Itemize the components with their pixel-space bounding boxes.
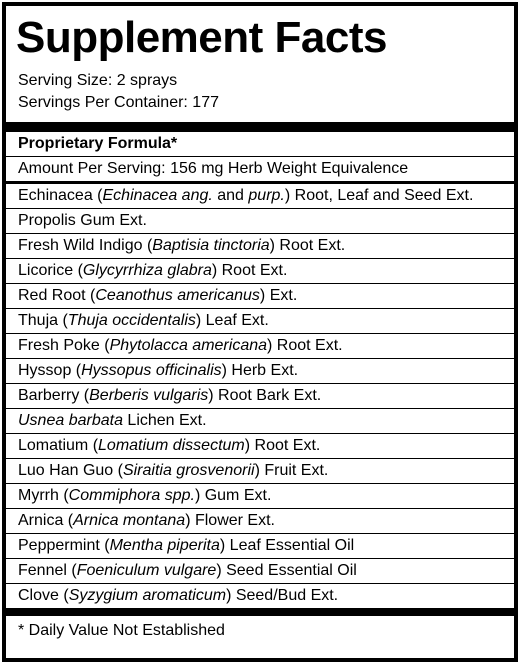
ingredient-latin: Foeniculum vulgare [76,562,217,579]
ingredient-rest: ) Root Ext. [269,237,346,254]
serving-info [6,64,514,114]
ingredient-row [6,559,514,584]
ingredient-latin: Commiphora spp. [68,487,195,504]
formula-header: Proprietary Formula* [6,132,514,157]
ingredient-middle: and [212,187,249,204]
ingredient-latin: purp. [248,187,285,204]
ingredient-common: Peppermint ( [18,537,110,554]
ingredient-list [6,184,514,608]
ingredient-common: Licorice ( [18,262,83,279]
ingredient-row [6,259,514,284]
ingredient-common: Fennel ( [18,562,77,579]
ingredient-latin: Siraitia grosvenorii [122,462,255,479]
ingredient-row [6,434,514,459]
ingredient-latin: Arnica montana [73,512,186,529]
ingredient-rest: ) Seed Essential Oil [216,562,357,579]
ingredient-row [6,234,514,259]
ingredient-rest: ) Seed/Bud Ext. [226,587,339,604]
ingredient-latin: Echinacea ang. [102,187,213,204]
ingredient-common: Barberry ( [18,387,90,404]
ingredient-latin: Glycyrrhiza glabra [82,262,212,279]
ingredient-latin: Mentha piperita [109,537,220,554]
ingredient-common: Fresh Wild Indigo ( [18,237,153,254]
thick-divider [6,122,514,132]
ingredient-common: Thuja ( [18,312,68,329]
ingredient-row [6,534,514,559]
ingredient-row [6,459,514,484]
ingredient-rest: ) Leaf Essential Oil [219,537,355,554]
servings-per-container: Servings Per Container: 177 [18,94,219,111]
ingredient-rest: ) Ext. [259,287,298,304]
ingredient-common: Luo Han Guo ( [18,462,123,479]
supplement-facts-panel [2,2,518,662]
ingredient-row [6,334,514,359]
ingredient-row [6,359,514,384]
ingredient-common: Propolis Gum Ext. [18,212,147,229]
ingredient-rest: ) Root Ext. [244,437,321,454]
ingredient-rest: ) Flower Ext. [185,512,275,529]
ingredient-latin: Thuja occidentalis [67,312,196,329]
ingredient-row [6,484,514,509]
serving-size: Serving Size: 2 sprays [18,72,178,89]
ingredient-latin: Lomatium dissectum [98,437,245,454]
ingredient-rest: ) Herb Ext. [221,362,299,379]
ingredient-latin: Syzygium aromaticum [68,587,227,604]
ingredient-common: Myrrh ( [18,487,69,504]
ingredient-common: Hyssop ( [18,362,82,379]
ingredient-latin: Ceanothus americanus [95,287,260,304]
amount-per-serving: Amount Per Serving: 156 mg Herb Weight Equivalence [6,157,514,184]
ingredient-rest: ) Leaf Ext. [195,312,269,329]
ingredient-latin: Usnea barbata [18,412,123,429]
ingredient-common: Echinacea ( [18,187,103,204]
ingredient-rest: Lichen Ext. [122,412,207,429]
ingredient-latin: Hyssopus officinalis [81,362,222,379]
panel-title: Supplement Facts [16,13,387,62]
ingredient-row [6,584,514,608]
ingredient-common: Red Root ( [18,287,96,304]
ingredient-row [6,509,514,534]
ingredient-common: Lomatium ( [18,437,99,454]
ingredient-latin: Baptisia tinctoria [152,237,270,254]
footer-divider [6,608,514,616]
ingredient-rest: ) Fruit Ext. [254,462,329,479]
ingredient-rest: ) Root Ext. [267,337,343,354]
footnote: * Daily Value Not Established [18,622,225,639]
ingredient-common: Clove ( [18,587,69,604]
ingredient-rest: ) Gum Ext. [194,487,272,504]
ingredient-common: Fresh Poke ( [18,337,110,354]
ingredient-common: Arnica ( [18,512,74,529]
ingredient-row [6,384,514,409]
ingredient-row [6,409,514,434]
ingredient-row [6,309,514,334]
ingredient-row [6,184,514,209]
ingredient-row [6,209,514,234]
ingredient-rest: ) Root Bark Ext. [208,387,322,404]
ingredient-rest: ) Root Ext. [211,262,288,279]
ingredient-row [6,284,514,309]
ingredient-rest: ) Root, Leaf and Seed Ext. [284,187,474,204]
ingredient-latin: Phytolacca americana [109,337,268,354]
ingredient-latin: Berberis vulgaris [89,387,209,404]
